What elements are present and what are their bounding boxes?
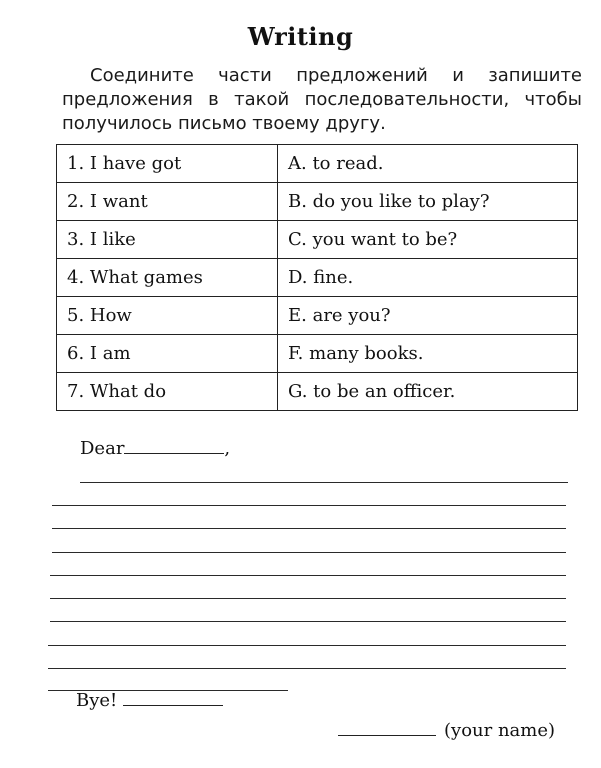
greeting-comma: ,	[224, 438, 231, 459]
signature-hint: (your name)	[444, 720, 556, 741]
sentence-start: 7. What do	[57, 373, 278, 411]
writing-line[interactable]	[48, 645, 566, 646]
sentence-start: 1. I have got	[57, 145, 278, 183]
writing-line[interactable]	[80, 482, 568, 483]
letter-closing	[76, 690, 223, 711]
sentence-end: D. fine.	[278, 259, 578, 297]
writing-line[interactable]	[50, 575, 566, 576]
sentence-start: 3. I like	[57, 221, 278, 259]
signature-blank[interactable]	[338, 721, 436, 736]
letter-greeting	[80, 438, 230, 459]
sentence-end: A. to read.	[278, 145, 578, 183]
matching-table	[56, 144, 578, 411]
instructions-text: Соедините части предложений и запишите предложения в такой последовательности, чтобы получилось письмо твоему другу.	[62, 65, 582, 134]
table-row	[57, 259, 578, 297]
table-row	[57, 373, 578, 411]
table-row	[57, 297, 578, 335]
sentence-start: 4. What games	[57, 259, 278, 297]
closing-blank[interactable]	[123, 691, 223, 706]
writing-line[interactable]	[50, 621, 566, 622]
sentence-start: 5. How	[57, 297, 278, 335]
letter-signature	[338, 720, 555, 741]
friend-name-blank[interactable]	[124, 439, 224, 454]
sentence-start: 6. I am	[57, 335, 278, 373]
greeting-word: Dear	[80, 438, 125, 459]
sentence-end: G. to be an officer.	[278, 373, 578, 411]
table-row	[57, 145, 578, 183]
sentence-start: 2. I want	[57, 183, 278, 221]
writing-line[interactable]	[52, 552, 566, 553]
writing-line[interactable]	[52, 528, 566, 529]
sentence-end: C. you want to be?	[278, 221, 578, 259]
writing-line[interactable]	[52, 505, 566, 506]
closing-word: Bye!	[76, 690, 118, 711]
sentence-end: B. do you like to play?	[278, 183, 578, 221]
table-row	[57, 183, 578, 221]
page-title: Writing	[247, 22, 354, 51]
writing-line[interactable]	[50, 598, 566, 599]
writing-line[interactable]	[48, 668, 566, 669]
sentence-end: F. many books.	[278, 335, 578, 373]
table-row	[57, 221, 578, 259]
sentence-end: E. are you?	[278, 297, 578, 335]
table-row	[57, 335, 578, 373]
